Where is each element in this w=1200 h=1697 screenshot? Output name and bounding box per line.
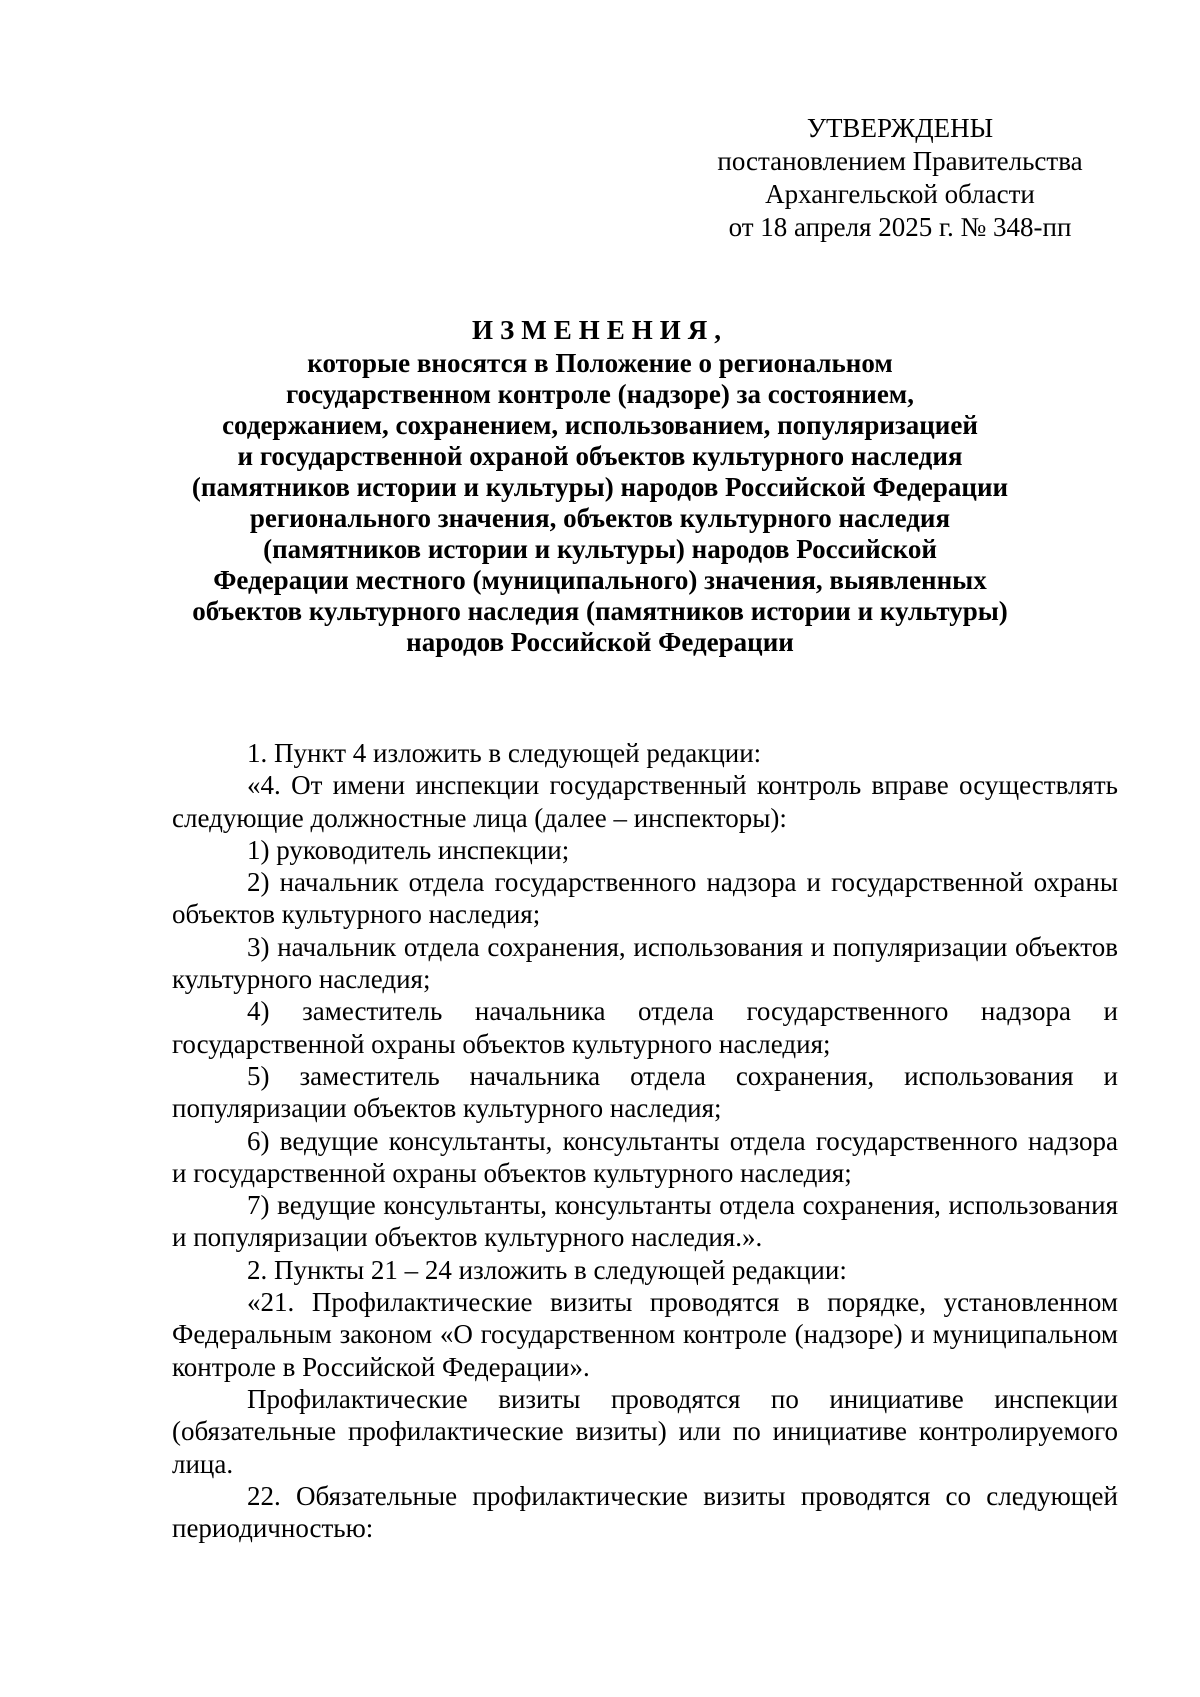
- approval-region: Архангельской области: [765, 179, 1035, 209]
- body-paragraph: 7) ведущие консультанты, консультанты отдела сохранения, использования и популяризации объектов культурного наследия.».: [172, 1190, 1118, 1253]
- title-line: содержанием, сохранением, использованием, популяризацией: [222, 410, 978, 440]
- body-paragraph: 2) начальник отдела государственного надзора и государственной охраны объектов культурного наследия;: [172, 867, 1118, 930]
- title-line: регионального значения, объектов культурного наследия: [249, 503, 951, 533]
- body-paragraph: 3) начальник отдела сохранения, использования и популяризации объектов культурного наследия;: [172, 931, 1118, 995]
- title-line: Федерации местного (муниципального) значения, выявленных: [213, 565, 987, 595]
- body-paragraph: 6) ведущие консультанты, консультанты отдела государственного надзора и государственной охраны объектов культурного наследия;: [172, 1125, 1118, 1188]
- approval-authority: постановлением Правительства: [717, 146, 1083, 176]
- title-line: (памятников истории и культуры) народов Российской Федерации: [191, 472, 1009, 502]
- document-title: [150, 315, 1050, 658]
- body-paragraph: 22. Обязательные профилактические визиты проводятся со следующей периодичностью:: [172, 1480, 1118, 1544]
- body-paragraph: 4) заместитель начальника отдела государственного надзора и государственной охраны объектов культурного наследия;: [172, 996, 1118, 1059]
- title-line: объектов культурного наследия (памятников истории и культуры): [192, 596, 1008, 626]
- title-line: (памятников истории и культуры) народов Российской: [263, 534, 937, 564]
- body-paragraph: «21. Профилактические визиты проводятся в порядке, установленном Федеральным законом «О государственном контроле (надзоре) и муниципальном контроле в Российской Федерации».: [172, 1287, 1118, 1382]
- body-paragraph: Профилактические визиты проводятся по инициативе инспекции (обязательные профилактические визиты) или по инициативе контролируемого лица.: [172, 1383, 1118, 1479]
- title-line: и государственной охраной объектов культурного наследия: [237, 441, 963, 471]
- body-paragraph: 1) руководитель инспекции;: [247, 834, 570, 865]
- body-paragraph: «4. От имени инспекции государственный контроль вправе осуществлять следующие должностные лица (далее – инспекторы):: [172, 770, 1118, 833]
- body-paragraph: 5) заместитель начальника отдела сохранения, использования и популяризации объектов культурного наследия;: [172, 1060, 1118, 1124]
- approval-date-number: от 18 апреля 2025 г. № 348-пп: [728, 212, 1072, 242]
- title-line: которые вносятся в Положение о региональном: [307, 348, 893, 378]
- body-paragraph: 2. Пункты 21 – 24 изложить в следующей редакции:: [247, 1254, 847, 1285]
- approval-stamp: [700, 112, 1100, 244]
- document-heading: ИЗМЕНЕНИЯ,: [471, 315, 728, 345]
- body-paragraph: 1. Пункт 4 изложить в следующей редакции:: [247, 738, 762, 768]
- approval-heading: УТВЕРЖДЕНЫ: [806, 113, 994, 143]
- title-line: государственном контроле (надзоре) за состоянием,: [286, 379, 914, 409]
- title-line: народов Российской Федерации: [406, 627, 794, 657]
- document-body: [172, 737, 1118, 1544]
